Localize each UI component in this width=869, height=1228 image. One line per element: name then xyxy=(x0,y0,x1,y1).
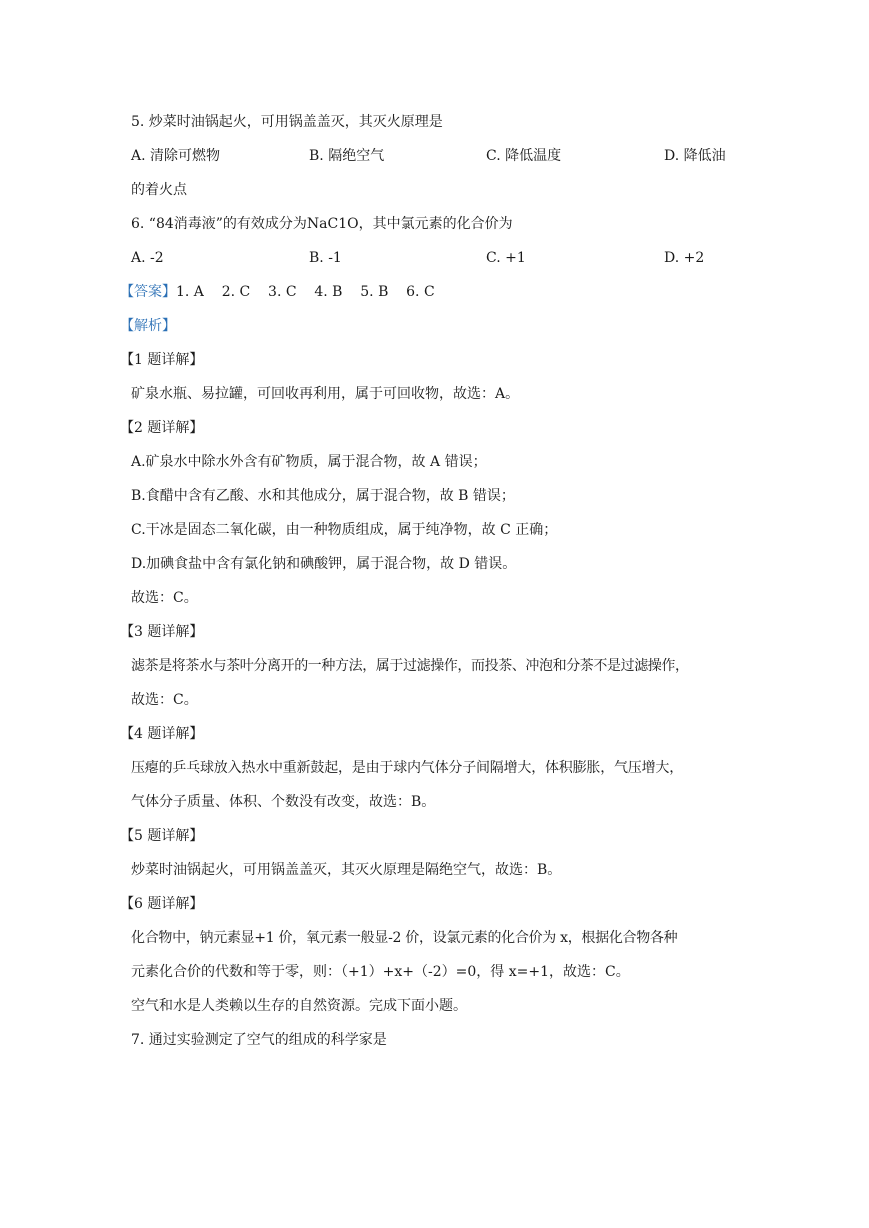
q5-option-c: C. 降低温度 xyxy=(486,148,562,164)
detail-5-text: 炒菜时油锅起火，可用锅盖盖灭，其灭火原理是隔绝空气，故选：B。 xyxy=(131,862,562,878)
detail-2-c: C.干冰是固态二氧化碳，由一种物质组成，属于纯净物，故 C 正确； xyxy=(131,522,558,538)
answer-line xyxy=(120,282,435,302)
q7-stem: 7. 通过实验测定了空气的组成的科学家是 xyxy=(131,1032,387,1048)
detail-4-text-1: 压瘪的乒乓球放入热水中重新鼓起，是由于球内气体分子间隔增大，体积膨胀，气压增大， xyxy=(131,760,683,776)
detail-4-title: 【4 题详解】 xyxy=(120,726,204,742)
detail-2-end: 故选：C。 xyxy=(131,590,198,606)
intro-text: 空气和水是人类赖以生存的自然资源。完成下面小题。 xyxy=(131,998,467,1014)
detail-2-a: A.矿泉水中除水外含有矿物质，属于混合物，故 A 错误； xyxy=(131,454,487,470)
detail-5-title: 【5 题详解】 xyxy=(120,828,204,844)
detail-6-title: 【6 题详解】 xyxy=(120,896,204,912)
detail-2-b: B.食醋中含有乙酸、水和其他成分，属于混合物，故 B 错误； xyxy=(131,488,515,504)
detail-3-text-2: 故选：C。 xyxy=(131,692,198,708)
q5-option-d-wrap: 的着火点 xyxy=(131,182,187,198)
q6-option-a: A. -2 xyxy=(131,250,164,266)
q5-option-a: A. 清除可燃物 xyxy=(131,148,221,164)
q5-stem: 5. 炒菜时油锅起火，可用锅盖盖灭，其灭火原理是 xyxy=(131,114,443,130)
detail-3-title: 【3 题详解】 xyxy=(120,624,204,640)
q5-option-d: D. 降低油 xyxy=(664,148,726,164)
q6-option-b: B. -1 xyxy=(309,250,342,266)
q6-option-d: D. +2 xyxy=(664,250,705,266)
answer-label: 【答案】 xyxy=(120,284,176,300)
detail-6-text-1: 化合物中，钠元素显+1 价，氧元素一般显-2 价，设氯元素的化合价为 x，根据化合物各种 xyxy=(131,930,678,946)
detail-2-d: D.加碘食盐中含有氯化钠和碘酸钾，属于混合物，故 D 错误。 xyxy=(131,556,517,572)
analysis-label: 【解析】 xyxy=(120,318,176,334)
q5-option-b: B. 隔绝空气 xyxy=(309,148,385,164)
q6-option-c: C. +1 xyxy=(486,250,526,266)
answer-text: 1. A 2. C 3. C 4. B 5. B 6. C xyxy=(176,284,435,300)
detail-1-title: 【1 题详解】 xyxy=(120,352,204,368)
detail-2-title: 【2 题详解】 xyxy=(120,420,204,436)
detail-6-text-2: 元素化合价的代数和等于零，则：（+1）+x+（-2）=0，得 x=+1，故选：C。 xyxy=(131,964,630,980)
detail-1-text: 矿泉水瓶、易拉罐，可回收再利用，属于可回收物，故选：A。 xyxy=(131,386,520,402)
detail-4-text-2: 气体分子质量、体积、个数没有改变，故选：B。 xyxy=(131,794,436,810)
detail-3-text-1: 滤茶是将茶水与茶叶分离开的一种方法，属于过滤操作，而投茶、冲泡和分茶不是过滤操作， xyxy=(131,658,689,674)
q6-stem: 6. “84消毒液”的有效成分为NaC1O，其中氯元素的化合价为 xyxy=(131,216,513,232)
